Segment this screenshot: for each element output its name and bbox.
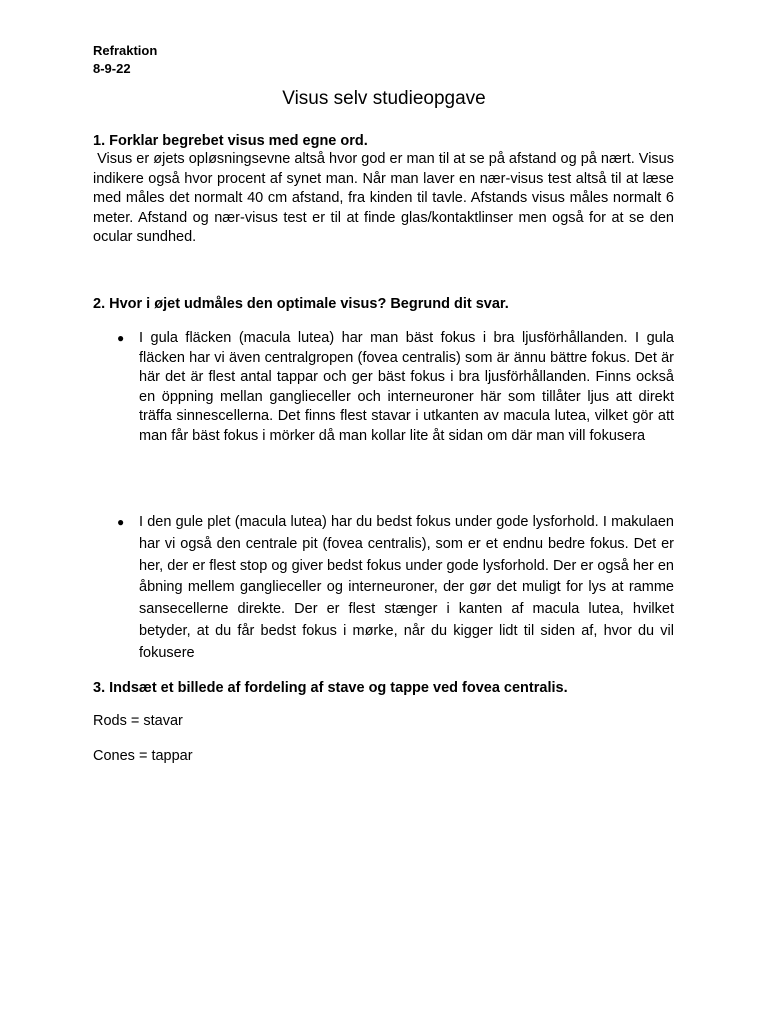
header-date: 8-9-22: [93, 61, 131, 76]
bullet-dot-icon: ●: [117, 331, 125, 345]
answer-1: Visus er øjets opløsningsevne altså hvor god er man til at se på afstand og på nært. Visus indikere også hvor procent af synet man. Når man laver en nær-visus test altså til at læse med måles det normalt 40 cm afstand, fra kinden til tavle. Afstands visus måles normalt 6 meter. Afstand og nær-visus test er til at finde glas/kontaktlinser men også for at se den ocular sundhed.: [93, 151, 679, 245]
question-2: 2. Hvor i øjet udmåles den optimale visus? Begrund dit svar.: [93, 296, 509, 312]
bullet-dot-icon: ●: [117, 515, 125, 529]
bullet-text: I gula fläcken (macula lutea) har man bäst fokus i bra ljusförhållanden. I gula fläcken har vi även centralgropen (fovea centralis) som är ännu bättre fokus. Det är här det är flest antal tappar och ger bäst fokus i bra ljusförhållanden. Finns också en öppning mellan ganglieceller och interneuroner här som tillåter ljus att direkt träffa sinnescellerna. Det finns flest stavar i utkanten av macula lutea, vilket gör att man får bäst fokus i mörker då man kollar lite åt sidan om där man vill fokusera: [139, 330, 674, 444]
question-1: 1. Forklar begrebet visus med egne ord.: [93, 133, 368, 149]
rods-line: Rods = stavar: [93, 713, 183, 729]
question-3: 3. Indsæt et billede af fordeling af stave og tappe ved fovea centralis.: [93, 680, 568, 696]
header-course: Refraktion: [93, 43, 158, 58]
bullet-text: I den gule plet (macula lutea) har du bedst fokus under gode lysforhold. I makulaen har vi også den centrale pit (fovea centralis), som er et endnu bedre fokus. Det er her, der er flest stop og giver bedst fokus under gode lysforhold. Der er også her en åbning mellem ganglieceller og interneuroner, der gør det muligt for lys at ramme sansecellerne direkte. Der er flest stænger i kanten af macula lutea, hvilket betyder, at du får bedst fokus i mørke, når du kigger lidt til siden af, hvor du vil fokusere: [139, 514, 674, 661]
cones-line: Cones = tappar: [93, 748, 193, 764]
page-title: Visus selv studieopgave: [282, 88, 486, 109]
